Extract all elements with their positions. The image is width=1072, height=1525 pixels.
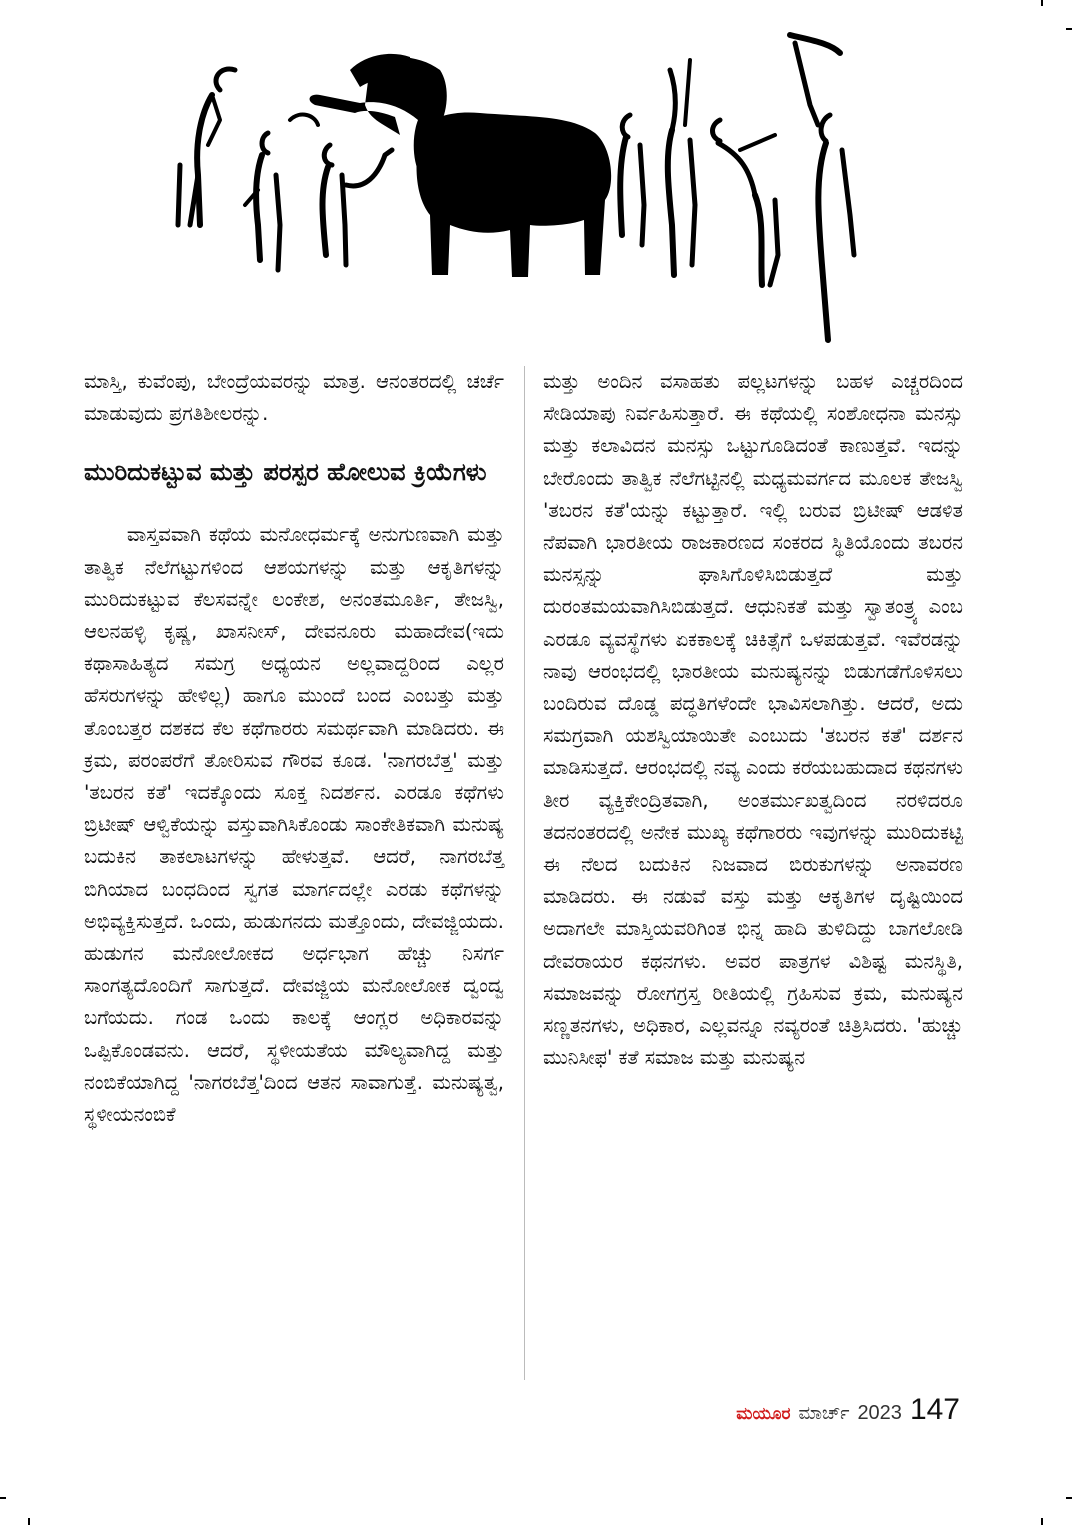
left-column — [84, 366, 504, 1131]
page-footer — [736, 1393, 960, 1429]
right-column — [543, 366, 963, 1074]
page-number: 147 — [909, 1393, 960, 1426]
magazine-name: ಮಯೂರ — [736, 1404, 791, 1424]
body-paragraph: ಮತ್ತು ಅಂದಿನ ವಸಾಹತು ಪಲ್ಲಟಗಳನ್ನು ಬಹಳ ಎಚ್ಚರದಿಂದ ಸೇಡಿಯಾಪು ನಿರ್ವಹಿಸುತ್ತಾರೆ. ಈ ಕಥೆಯಲ್ಲಿ ಸಂಶೋಧನಾ ಮನಸ್ಸು ಮತ್ತು ಕಲಾವಿದನ ಮನಸ್ಸು ಒಟ್ಟುಗೂಡಿದಂತೆ ಕಾಣುತ್ತವೆ. ಇದನ್ನು ಬೇರೊಂದು ತಾತ್ವಿಕ ನೆಲೆಗಟ್ಟಿನಲ್ಲಿ ಮಧ್ಯಮವರ್ಗದ ಮೂಲಕ ತೇಜಸ್ವಿ 'ತಬರನ ಕತೆ'ಯನ್ನು ಕಟ್ಟುತ್ತಾರೆ. ಇಲ್ಲಿ ಬರುವ ಬ್ರಿಟೀಷ್ ಆಡಳಿತ ನೆಪವಾಗಿ ಭಾರತೀಯ ರಾಜಕಾರಣದ ಸಂಕರದ ಸ್ಥಿತಿಯೊಂದು ತಬರನ ಮನಸ್ಸನ್ನು ಘಾಸಿಗೊಳಿಸಿಬಿಡುತ್ತದೆ ಮತ್ತು ದುರಂತಮಯವಾಗಿಸಿಬಿಡುತ್ತದೆ. ಆಧುನಿಕತೆ ಮತ್ತು ಸ್ವಾತಂತ್ರ್ಯ ಎಂಬ ಎರಡೂ ವ್ಯವಸ್ಥೆಗಳು ಏಕಕಾಲಕ್ಕೆ ಚಿಕಿತ್ಸೆಗೆ ಒಳಪಡುತ್ತವೆ. ಇವೆರಡನ್ನು ನಾವು ಆರಂಭದಲ್ಲಿ ಭಾರತೀಯ ಮನುಷ್ಯನನ್ನು ಬಿಡುಗಡೆಗೊಳಿಸಲು ಬಂದಿರುವ ದೊಡ್ಡ ಪದ್ಧತಿಗಳೆಂದೇ ಭಾವಿಸಲಾಗಿತ್ತು. ಆದರೆ, ಅದು ಸಮಗ್ರವಾಗಿ ಯಶಸ್ವಿಯಾಯಿತೇ ಎಂಬುದು 'ತಬರನ ಕತೆ' ದರ್ಶನ ಮಾಡಿಸುತ್ತದೆ. ಆರಂಭದಲ್ಲಿ ನವ್ಯ ಎಂದು ಕರೆಯಬಹುದಾದ ಕಥನಗಳು ತೀರ ವ್ಯಕ್ತಿಕೇಂದ್ರಿತವಾಗಿ, ಅಂತರ್ಮುಖತ್ವದಿಂದ ನರಳಿದರೂ ತದನಂತರದಲ್ಲಿ ಅನೇಕ ಮುಖ್ಯ ಕಥೆಗಾರರು ಇವುಗಳನ್ನು ಮುರಿದುಕಟ್ಟಿ ಈ ನೆಲದ ಬದುಕಿನ ನಿಜವಾದ ಬಿರುಕುಗಳನ್ನು ಅನಾವರಣ ಮಾಡಿದರು. ಈ ನಡುವೆ ವಸ್ತು ಮತ್ತು ಆಕೃತಿಗಳ ದೃಷ್ಟಿಯಿಂದ ಅದಾಗಲೇ ಮಾಸ್ತಿಯವರಿಗಿಂತ ಭಿನ್ನ ಹಾದಿ ತುಳಿದಿದ್ದು ಬಾಗಲೋಡಿ ದೇವರಾಯರ ಕಥನಗಳು. ಅವರ ಪಾತ್ರಗಳ ವಿಶಿಷ್ಟ ಮನಸ್ಥಿತಿ, ಸಮಾಜವನ್ನು ರೋಗಗ್ರಸ್ತ ರೀತಿಯಲ್ಲಿ ಗ್ರಹಿಸುವ ಕ್ರಮ, ಮನುಷ್ಯನ ಸಣ್ಣತನಗಳು, ಅಧಿಕಾರ, ಎಲ್ಲವನ್ನೂ ನವ್ಯರಂತೆ ಚಿತ್ರಿಸಿದರು. 'ಹುಚ್ಚು ಮುನಿಸೀಫ' ಕತೆ ಸಮಾಜ ಮತ್ತು ಮನುಷ್ಯನ — [543, 370, 963, 1070]
crop-mark — [28, 1518, 30, 1525]
crop-mark — [1066, 28, 1072, 30]
intro-paragraph: ಮಾಸ್ತಿ, ಕುವೆಂಪು, ಬೇಂದ್ರೆಯವರನ್ನು ಮಾತ್ರ. ಆನಂತರದಲ್ಲಿ ಚರ್ಚೆ ಮಾಡುವುದು ಪ್ರಗತಿಶೀಲರನ್ನು. — [84, 370, 504, 426]
elephant-and-people-illustration-icon — [150, 25, 890, 345]
body-paragraph: ವಾಸ್ತವವಾಗಿ ಕಥೆಯ ಮನೋಧರ್ಮಕ್ಕೆ ಅನುಗುಣವಾಗಿ ಮತ್ತು ತಾತ್ವಿಕ ನೆಲೆಗಟ್ಟುಗಳಿಂದ ಆಶಯಗಳನ್ನು ಮತ್ತು ಆಕೃತಿಗಳನ್ನು ಮುರಿದುಕಟ್ಟುವ ಕೆಲಸವನ್ನೇ ಲಂಕೇಶ, ಅನಂತಮೂರ್ತಿ, ತೇಜಸ್ವಿ, ಆಲನಹಳ್ಳಿ ಕೃಷ್ಣ, ಖಾಸನೀಸ್, ದೇವನೂರು ಮಹಾದೇವ(ಇದು ಕಥಾಸಾಹಿತ್ಯದ ಸಮಗ್ರ ಅಧ್ಯಯನ ಅಲ್ಲವಾದ್ದರಿಂದ ಎಲ್ಲರ ಹೆಸರುಗಳನ್ನು ಹೇಳಿಲ್ಲ) ಹಾಗೂ ಮುಂದೆ ಬಂದ ಎಂಬತ್ತು ಮತ್ತು ತೊಂಬತ್ತರ ದಶಕದ ಕೆಲ ಕಥೆಗಾರರು ಸಮರ್ಥವಾಗಿ ಮಾಡಿದರು. ಈ ಕ್ರಮ, ಪರಂಪರೆಗೆ ತೋರಿಸುವ ಗೌರವ ಕೂಡ. 'ನಾಗರಬೆತ್ತ' ಮತ್ತು 'ತಬರನ ಕತೆ' ಇದಕ್ಕೊಂದು ಸೂಕ್ತ ನಿದರ್ಶನ. ಎರಡೂ ಕಥೆಗಳು ಬ್ರಿಟೀಷ್ ಆಳ್ವಿಕೆಯನ್ನು ವಸ್ತುವಾಗಿಸಿಕೊಂಡು ಸಾಂಕೇತಿಕವಾಗಿ ಮನುಷ್ಯ ಬದುಕಿನ ತಾಕಲಾಟಗಳನ್ನು ಹೇಳುತ್ತವೆ. ಆದರೆ, ನಾಗರಬೆತ್ತ ಬಿಗಿಯಾದ ಬಂಧದಿಂದ ಸ್ವಗತ ಮಾರ್ಗದಲ್ಲೇ ಎರಡು ಕಥೆಗಳನ್ನು ಅಭಿವ್ಯಕ್ತಿಸುತ್ತದೆ. ಒಂದು, ಹುಡುಗನದು ಮತ್ತೊಂದು, ದೇವಜ್ಜಿಯದು. ಹುಡುಗನ ಮನೋಲೋಕದ ಅರ್ಧಭಾಗ ಹೆಚ್ಚು ನಿಸರ್ಗ ಸಾಂಗತ್ಯದೊಂದಿಗೆ ಸಾಗುತ್ತದೆ. ದೇವಜ್ಜಿಯ ಮನೋಲೋಕ ದ್ವಂದ್ವ ಬಗೆಯದು. ಗಂಡ ಒಂದು ಕಾಲಕ್ಕೆ ಆಂಗ್ಲರ ಅಧಿಕಾರವನ್ನು ಒಪ್ಪಿಕೊಂಡವನು. ಆದರೆ, ಸ್ಥಳೀಯತೆಯ ಮೌಲ್ಯವಾಗಿದ್ದ ಮತ್ತು ನಂಬಿಕೆಯಾಗಿದ್ದ 'ನಾಗರಬೆತ್ತ'ದಿಂದ ಆತನ ಸಾವಾಗುತ್ತೆ. ಮನುಷ್ಯತ್ವ, ಸ್ಥಳೀಯನಂಬಿಕೆ — [84, 523, 504, 1127]
crop-mark — [0, 1497, 6, 1499]
crop-mark — [1066, 1497, 1072, 1499]
section-heading: ಮುರಿದುಕಟ್ಟುವ ಮತ್ತು ಪರಸ್ಪರ ಹೋಲುವ ಕ್ರಿಯೆಗಳು — [84, 458, 487, 487]
crop-mark — [1041, 0, 1043, 6]
issue-year: 2023 — [857, 1402, 902, 1424]
issue-month: ಮಾರ್ಚ್ — [798, 1403, 850, 1424]
column-divider — [524, 366, 525, 1380]
crop-mark — [1041, 1518, 1043, 1525]
